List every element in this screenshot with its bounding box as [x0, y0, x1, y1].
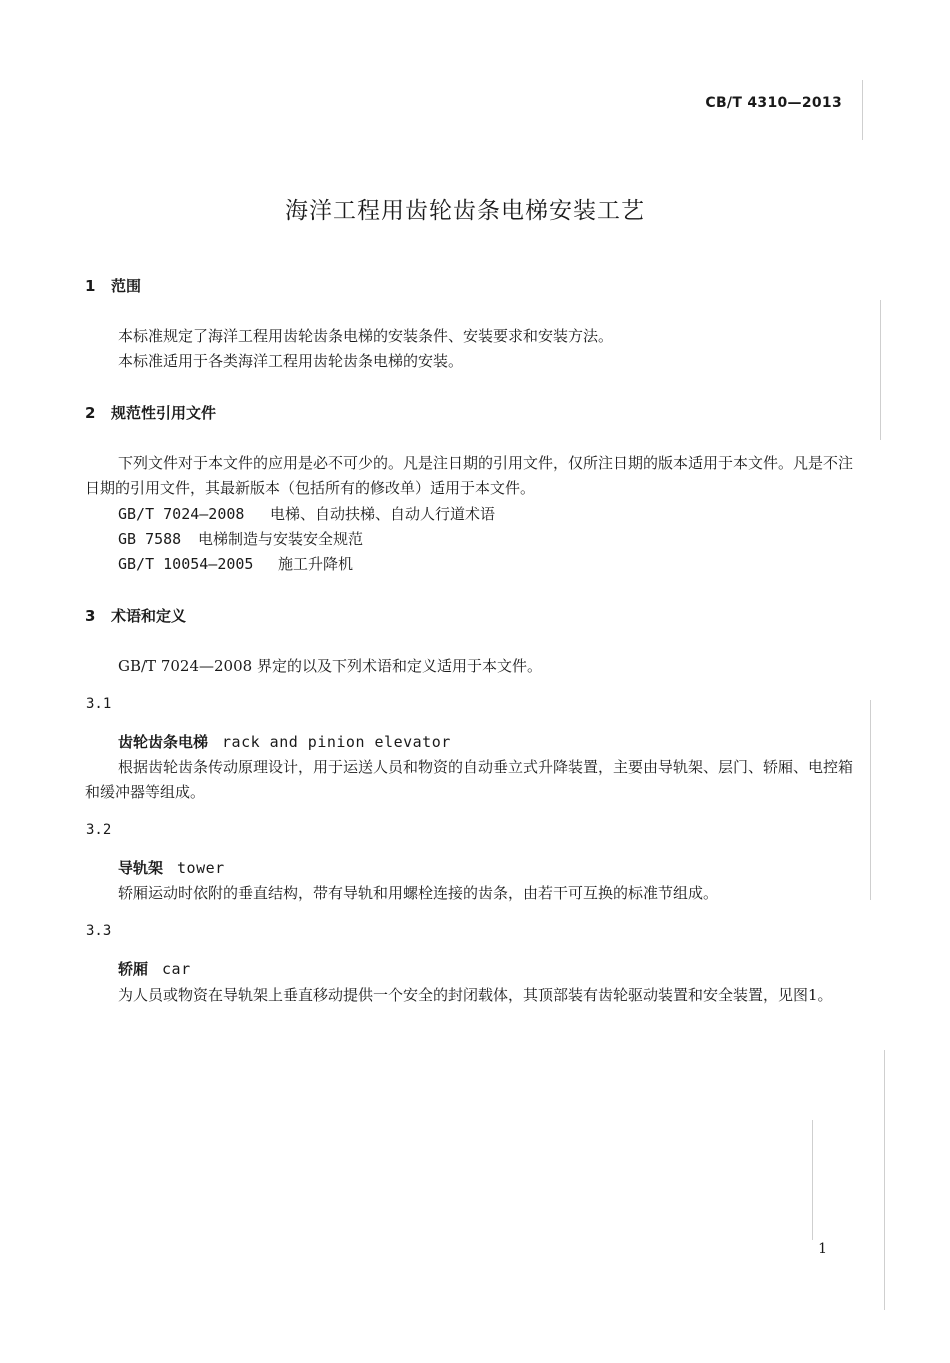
term-number: 3.1: [86, 696, 112, 712]
paragraph: 下列文件对于本文件的应用是必不可少的。凡是注日期的引用文件，仅所注日期的版本适用于本文件。凡是不注日期的引用文件，其最新版本（包括所有的修改单）适用于本文件。: [85, 454, 854, 497]
reference-code: GB/T 7024—2008: [118, 505, 245, 523]
term-definition: 轿厢运动时依附的垂直结构，带有导轨和用螺栓连接的齿条，由若干可互换的标准节组成。: [118, 884, 719, 902]
document-title: 海洋工程用齿轮齿条电梯安装工艺: [285, 198, 645, 224]
paragraph: GB/T 7024—2008 界定的以及下列术语和定义适用于本文件。: [118, 657, 542, 675]
term-en: car: [162, 960, 191, 978]
page-number: 1: [818, 1241, 827, 1257]
reference-title: 电梯、自动扶梯、自动人行道术语: [270, 505, 496, 523]
reference-item: [118, 528, 363, 549]
reference-title: 电梯制造与安装安全规范: [198, 530, 364, 548]
term-en: tower: [177, 859, 225, 877]
section-title: 术语和定义: [111, 607, 187, 625]
section-number: 1: [85, 277, 96, 295]
reference-code: GB 7588: [118, 530, 182, 548]
paragraph: 本标准规定了海洋工程用齿轮齿条电梯的安装条件、安装要求和安装方法。: [118, 327, 614, 345]
standard-number: CB/T 4310—2013: [705, 95, 842, 111]
term-zh: 齿轮齿条电梯: [118, 733, 209, 751]
reference-title: 施工升降机: [278, 555, 354, 573]
reference-item: [118, 553, 353, 574]
term-definition: 为人员或物资在导轨架上垂直移动提供一个安全的封闭载体，其顶部装有齿轮驱动装置和安全装置，见图1。: [118, 986, 833, 1004]
scan-noise: [862, 80, 863, 140]
section-1-heading: [85, 275, 141, 296]
term-number: 3.2: [86, 822, 112, 838]
term-heading: [118, 731, 451, 752]
term-number: 3.3: [86, 923, 112, 939]
section-2-heading: [85, 402, 216, 423]
term-heading: [118, 857, 225, 878]
section-title: 规范性引用文件: [111, 404, 217, 422]
reference-item: [118, 503, 495, 524]
scan-noise: [812, 1120, 813, 1240]
term-heading: [118, 958, 191, 979]
term-zh: 导轨架: [118, 859, 164, 877]
section-3-heading: [85, 605, 186, 626]
paragraph: 本标准适用于各类海洋工程用齿轮齿条电梯的安装。: [118, 352, 464, 370]
scan-noise: [884, 1050, 885, 1310]
scan-noise: [880, 300, 881, 440]
reference-code: GB/T 10054—2005: [118, 555, 254, 573]
term-definition: 根据齿轮齿条传动原理设计，用于运送人员和物资的自动垂立式升降装置，主要由导轨架、层门、轿厢、电控箱和缓冲器等组成。: [85, 758, 854, 801]
term-en: rack and pinion elevator: [222, 733, 451, 751]
scan-noise: [870, 700, 871, 900]
section-number: 3: [85, 607, 96, 625]
section-title: 范围: [111, 277, 142, 295]
term-zh: 轿厢: [118, 960, 149, 978]
section-number: 2: [85, 404, 96, 422]
